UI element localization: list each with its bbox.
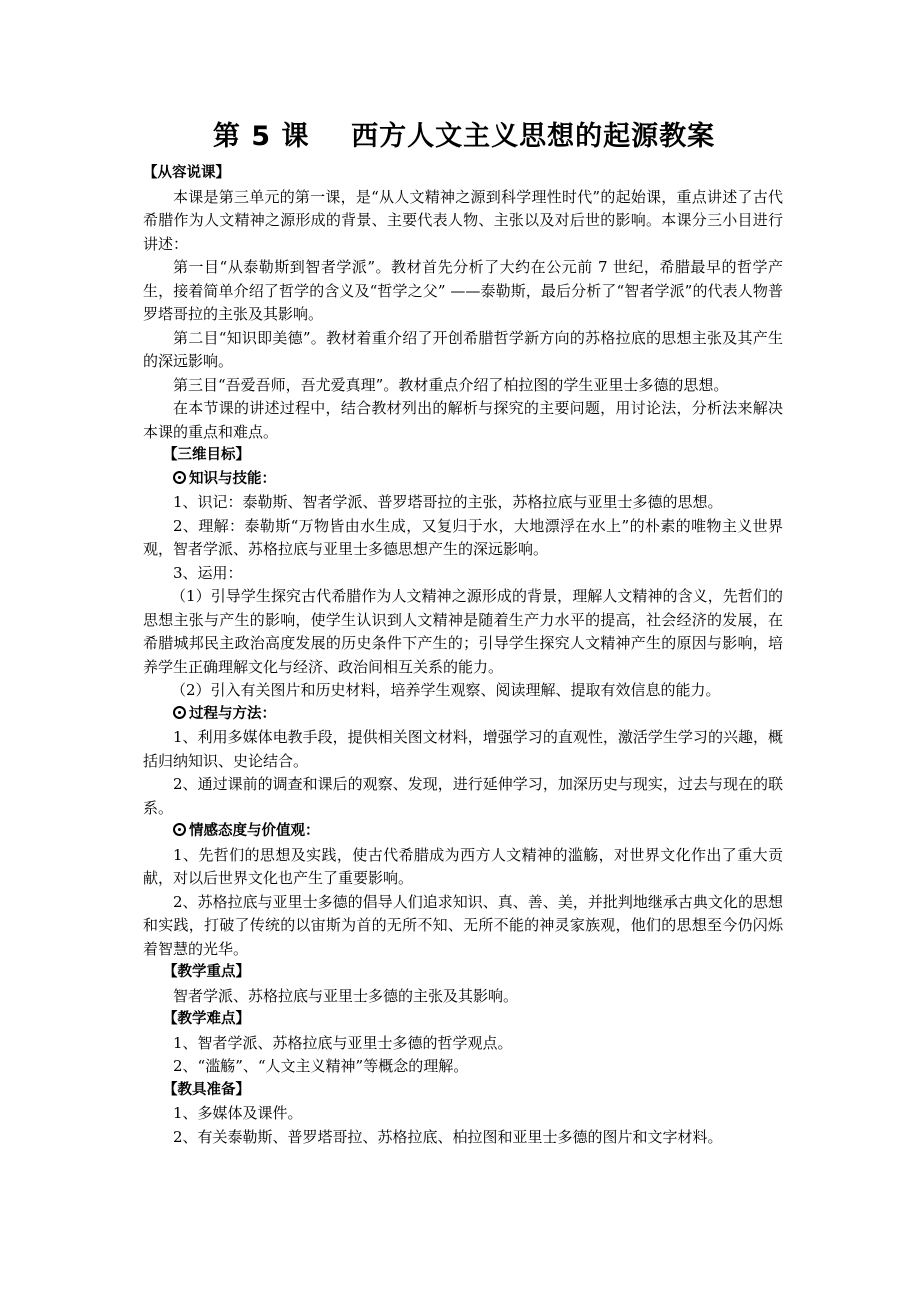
paragraph: 第三目“吾爱吾师，吾尤爱真理”。教材重点介绍了柏拉图的学生亚里士多德的思想。 (173, 375, 729, 394)
section-heading-tools: 【教具准备】 (163, 1081, 250, 1098)
subheading-emotion (143, 820, 783, 844)
section-heading-goals: 【三维目标】 (163, 447, 250, 463)
document-page (143, 112, 783, 1149)
list-item: 1、智者学派、苏格拉底与亚里士多德的哲学观点。 (173, 1033, 513, 1052)
paragraph: 本课是第三单元的第一课，是“从人文精神之源到科学理性时代”的起始课，重点讲述了古代希腊作为人文精神之源形成的背景、主要代表人物、主张以及对后世的影响。本课分三小目进行讲述： (143, 187, 783, 253)
section-heading-intro: 【从容说课】 (143, 165, 230, 181)
list-item: 1、多媒体及课件。 (173, 1104, 303, 1122)
subheading-knowledge (143, 468, 783, 492)
paragraph: 第二目“知识即美德”。教材着重介绍了开创希腊哲学新方向的苏格拉底的思想主张及其产生的深远影响。 (143, 328, 783, 370)
list-item: 3、运用： (173, 563, 243, 582)
paragraph: 智者学派、苏格拉底与亚里士多德的主张及其影响。 (173, 986, 519, 1005)
section-heading-key: 【教学重点】 (163, 964, 250, 980)
subheading-label: 情感态度与价值观： (189, 823, 320, 839)
list-item: 2、理解：泰勒斯“万物皆由水生成，又复归于水，大地漂浮在水上”的朴素的唯物主义世界观，智者学派、苏格拉底与亚里士多德思想产生的深远影响。 (143, 516, 783, 558)
bullet-circle-icon (173, 471, 186, 484)
document-title: 第 5 课 西方人文主义思想的起源教案 (212, 121, 716, 152)
paragraph: 在本节课的讲述过程中，结合教材列出的解析与探究的主要问题，用讨论法，分析法来解决本课的重点和难点。 (143, 399, 783, 441)
list-item: 2、通过课前的调查和课后的观察、发现，进行延伸学习，加深历史与现实，过去与现在的联系。 (143, 775, 783, 817)
subheading-label: 过程与方法： (189, 705, 276, 722)
paragraph: 第一目“从泰勒斯到智者学派”。教材首先分析了大约在公元前 7 世纪，希腊最早的哲学产生，接着简单介绍了哲学的含义及“哲学之父” ——泰勒斯，最后分析了“智者学派”的代表人物普罗塔哥拉的主张及其影响。 (143, 258, 783, 323)
subheading-process (143, 703, 783, 727)
list-item: 2、“滥觞”、“人文主义精神”等概念的理解。 (173, 1057, 469, 1075)
subheading-label: 知识与技能： (189, 470, 276, 487)
list-item: （1）引导学生探究古代希腊作为人文精神之源形成的背景，理解人文精神的含义，先哲们的思想主张与产生的影响，使学生认识到人文精神是随着生产力水平的提高，社会经济的发展，在希腊城邦民主政治高度发展的历史条件下产生的；引导学生探究人文精神产生的原因与影响，培养学生正确理解文化与经济、政治间相互关系的能力。 (143, 587, 783, 676)
list-item: （2）引入有关图片和历史材料，培养学生观察、阅读理解、提取有效信息的能力。 (171, 681, 721, 699)
list-item: 2、苏格拉底与亚里士多德的倡导人们追求知识、真、善、美，并批判地继承古典文化的思想和实践，打破了传统的以宙斯为首的无所不知、无所不能的神灵家族观，他们的思想至今仍闪烁着智慧的光华。 (143, 892, 783, 958)
list-item: 1、识记：泰勒斯、智者学派、普罗塔哥拉的主张，苏格拉底与亚里士多德的思想。 (173, 493, 723, 511)
section-heading-difficult: 【教学难点】 (163, 1011, 250, 1027)
list-item: 1、利用多媒体电教手段，提供相关图文材料，增强学习的直观性，激活学生学习的兴趣，概括归纳知识、史论结合。 (143, 728, 783, 770)
list-item: 2、有关泰勒斯、普罗塔哥拉、苏格拉底、柏拉图和亚里士多德的图片和文字材料。 (173, 1127, 723, 1146)
list-item: 1、先哲们的思想及实践，使古代希腊成为西方人文精神的滥觞，对世界文化作出了重大贡献，对以后世界文化也产生了重要影响。 (143, 845, 783, 887)
bullet-circle-icon (173, 823, 186, 836)
bullet-circle-icon (173, 706, 186, 719)
